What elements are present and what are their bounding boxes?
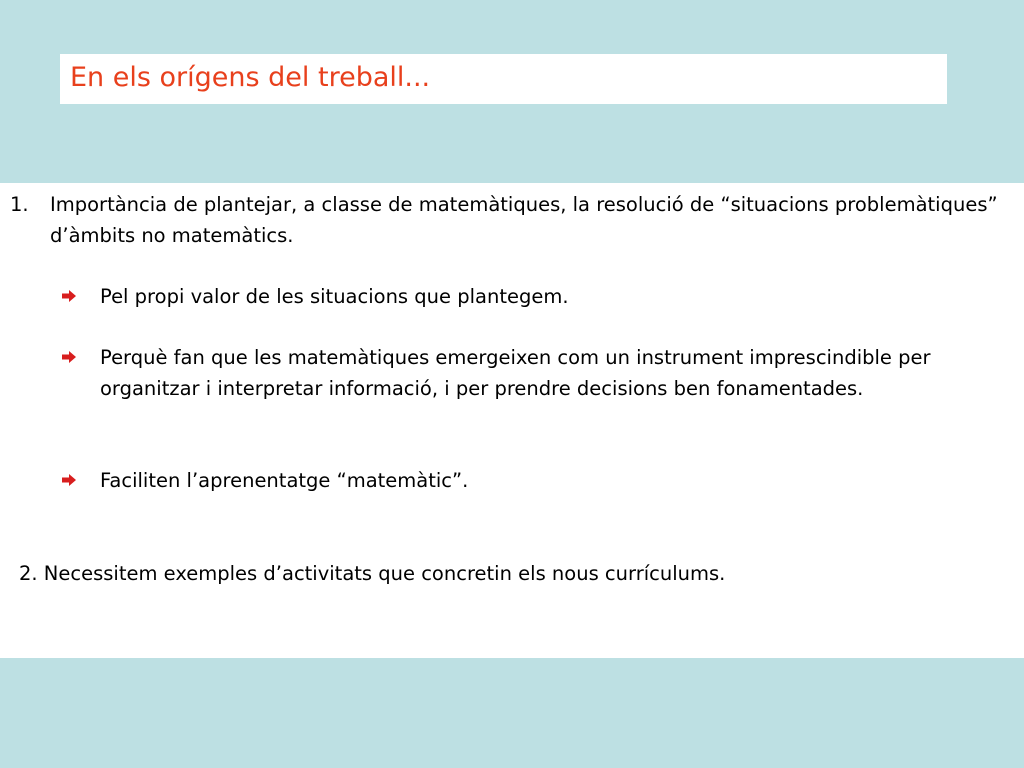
bullet-text: Faciliten l’aprenentatge “matemàtic”. <box>100 469 469 492</box>
arrow-bullet-icon <box>62 474 76 486</box>
slide-title: En els orígens del treball... <box>70 62 431 93</box>
item-number: 1. <box>10 193 29 216</box>
bottom-footer-band <box>0 658 1024 768</box>
arrow-bullet-icon <box>62 351 76 363</box>
arrow-bullet-icon <box>62 290 76 302</box>
item-text: Importància de plantejar, a classe de matemàtiques, la resolució de “situacions problemàtiques” d’àmbits no matemàtics. <box>50 193 998 247</box>
title-box <box>60 54 947 104</box>
bullet-text: Perquè fan que les matemàtiques emergeixen com un instrument imprescindible per organitzar i interpretar informació, i per prendre decisions ben fonamentades. <box>100 346 931 400</box>
slide-content <box>0 183 1024 658</box>
numbered-item-2: 2. Necessitem exemples d’activitats que concretin els nous currículums. <box>19 562 726 585</box>
bullet-text: Pel propi valor de les situacions que plantegem. <box>100 285 569 308</box>
